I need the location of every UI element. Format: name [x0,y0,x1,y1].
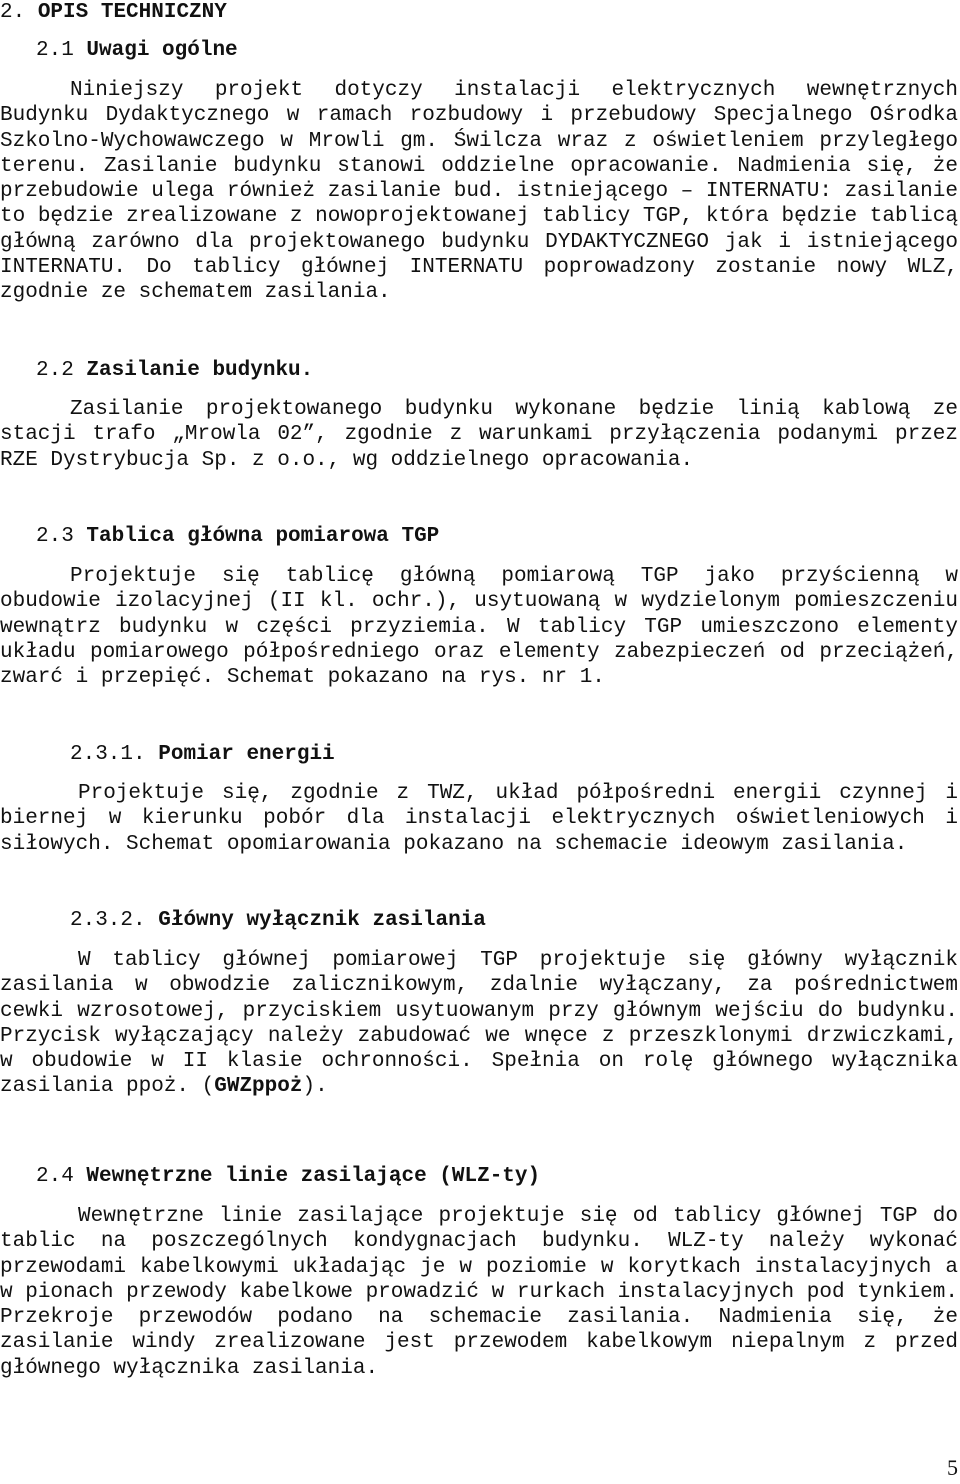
heading-2-3-1 [70,742,335,767]
paragraph-2-3-2 [0,948,958,1100]
heading-title: Tablica główna pomiarowa TGP [86,525,440,548]
paragraph-text: W tablicy głównej pomiarowej TGP projektuje się główny wyłącznik zasilania w obwodzie zalicznikowym, zdalnie wyłączany, za pośrednictwem cewki wzrosotowej, przyciskiem usytuowanym przy głównym wejściu do budynku. Przycisk wyłączający należy zabudować we wnęce z przeszklonymi drzwiczkami, w obudowie w II klasie ochronności. Spełnia on rolę głównego wyłącznika zasilania ppoż. [0,949,958,1099]
paragraph-text: Projektuje się tablicę główną pomiarową TGP jako przyścienną w obudowie izolacyjnej (II kl. ochr.), usytuowaną w wydzielonym pomieszczeniu wewnątrz budynku w części przyziemia. W tablicy TGP umieszczono elementy układu pomiarowego półpośredniego oraz elementy zabezpieczeń od przeciążeń, zwarć i przepięć. Schemat pokazano na rys. nr 1. [0,565,958,690]
heading-2-2 [36,358,313,383]
heading-title: Główny wyłącznik zasilania [158,909,486,932]
paragraph-2-3 [0,564,958,690]
heading-number: 2.2 [36,359,74,382]
heading-title: Uwagi ogólne [86,39,238,62]
paragraph-2-2 [0,397,958,473]
paragraph-text: Niniejszy projekt dotyczy instalacji elektrycznych wewnętrznych Budynku Dydaktycznego w ramach rozbudowy i przebudowy Specjalnego Ośrodka Szkolno-Wychowawczego w Mrowli gm. Świlcza wraz z oświetleniem przyległego terenu. Zasilanie budynku stanowi oddzielne opracowanie. Nadmienia się, że przebudowie ulega również zasilanie bud. istniejącego – INTERNATU: zasilanie to będzie zrealizowane z nowoprojektowanej tablicy TGP, która będzie tablicą główną zarówno dla projektowanego budynku DYDAKTYCZNEGO jak i istniejącego INTERNATU. Do tablicy głównej INTERNATU poprowadzony zostanie nowy WLZ, zgodnie ze schematem zasilania. [0,79,958,305]
section-heading-2 [0,0,227,25]
heading-title: Zasilanie budynku. [86,359,314,382]
heading-title: Wewnętrzne linie zasilające (WLZ-ty) [86,1165,541,1188]
page-number: 5 [947,1455,958,1480]
heading-title: Pomiar energii [158,743,335,766]
heading-number: 2.3.2. [70,909,146,932]
paragraph-2-1 [0,78,958,306]
paragraph-2-4 [0,1204,958,1381]
paragraph-text: Wewnętrzne linie zasilające projektuje się od tablicy głównej TGP do tablic na poszczególnych kondygnacjach budynku. WLZ-ty należy wykonać przewodami kabelkowymi układając je w poziomie w korytkach instalacyjnych a w pionach przewody kabelkowe prowadzić w rurkach instalacyjnych pod tynkiem. Przekroje przewodów podano na schemacie zasilania. Nadmienia się, że zasilanie windy zrealizowane jest przewodem kabelkowym niepalnym z przed głównego wyłącznika zasilania. [0,1205,958,1380]
abbreviation: GWZppoż [214,1075,303,1099]
heading-number: 2.1 [36,39,74,62]
paragraph-text: Projektuje się, zgodnie z TWZ, układ półpośredni energii czynnej i biernej w kierunku pobór dla instalacji elektrycznych oświetleniowych i siłowych. Schemat opomiarowania pokazano na schemacie ideowym zasilania. [0,782,958,856]
heading-number: 2.3.1. [70,743,146,766]
section-number: 2. [0,1,26,24]
heading-number: 2.4 [36,1165,74,1188]
paragraph-2-3-1 [0,781,958,857]
heading-2-3-2 [70,908,486,933]
abbr-close: ). [302,1075,328,1099]
section-title: OPIS TECHNICZNY [37,1,227,24]
heading-2-3 [36,524,439,549]
heading-2-4 [36,1164,540,1189]
abbr-open: ( [201,1075,215,1099]
heading-2-1 [36,38,238,63]
paragraph-text: Zasilanie projektowanego budynku wykonane będzie linią kablową ze stacji trafo „Mrowla 02”, zgodnie z warunkami przyłączenia podanymi przez RZE Dystrybucja Sp. z o.o., wg oddzielnego opracowania. [0,398,958,472]
heading-number: 2.3 [36,525,74,548]
